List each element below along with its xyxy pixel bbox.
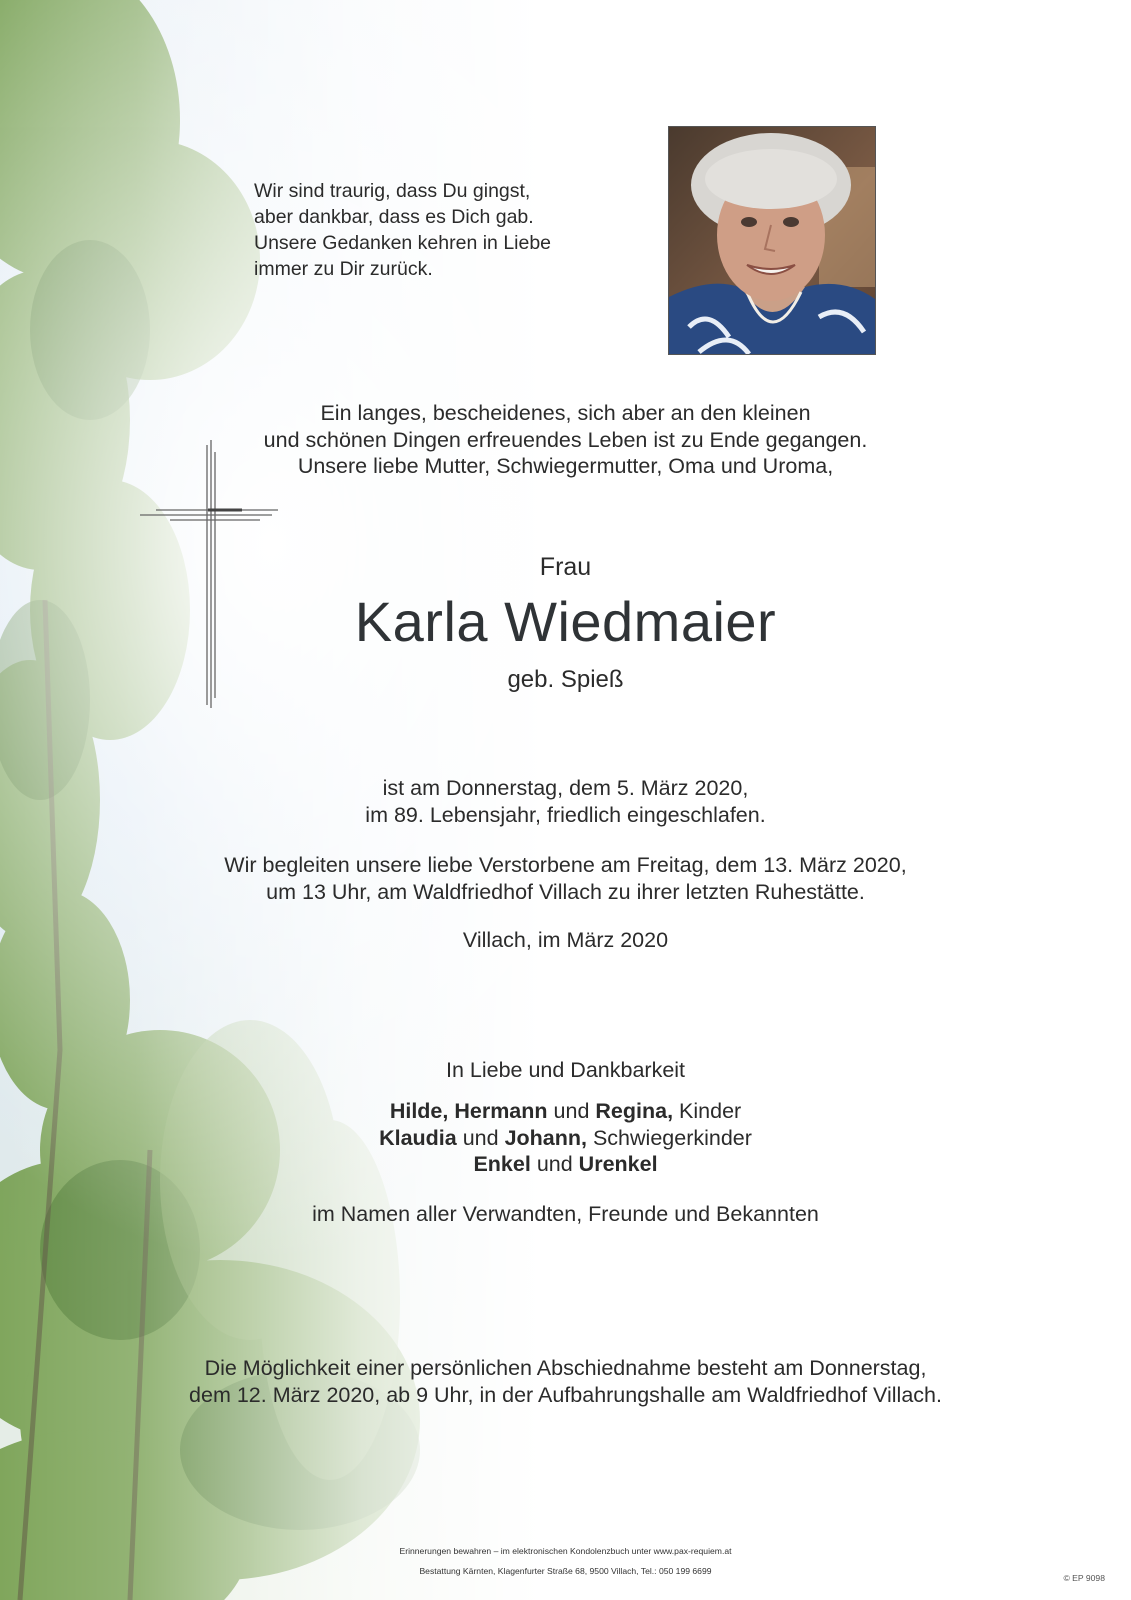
family-line-in-laws bbox=[0, 1125, 1131, 1152]
poem bbox=[254, 178, 614, 282]
death-line: ist am Donnerstag, dem 5. März 2020, bbox=[382, 776, 749, 800]
poem-line: aber dankbar, dass es Dich gab. bbox=[254, 206, 534, 228]
funeral-line: Wir begleiten unsere liebe Verstorbene am Freitag, dem 13. März 2020, bbox=[224, 853, 907, 877]
family-name: Enkel bbox=[473, 1152, 531, 1176]
closing-phrase: In Liebe und Dankbarkeit bbox=[445, 1058, 686, 1082]
death-line: im 89. Lebensjahr, friedlich eingeschlafen. bbox=[365, 802, 766, 827]
family-name: Regina, bbox=[595, 1099, 674, 1123]
birth-name: geb. Spieß bbox=[507, 666, 624, 693]
poem-line: Unsere Gedanken kehren in Liebe bbox=[254, 232, 552, 254]
poem-line: immer zu Dir zurück. bbox=[254, 258, 433, 280]
deceased-name: Karla Wiedmaier bbox=[354, 590, 777, 653]
viewing-line: Die Möglichkeit einer persönlichen Abschiednahme besteht am Donnerstag, bbox=[204, 1356, 927, 1380]
death-notice bbox=[0, 775, 1131, 828]
intro-line: und schönen Dingen erfreuendes Leben ist zu Ende gegangen. bbox=[263, 427, 868, 452]
family-name: Johann, bbox=[504, 1125, 587, 1150]
intro-line: Unsere liebe Mutter, Schwiegermutter, Oma und Uroma, bbox=[297, 454, 834, 478]
place-date: Villach, im März 2020 bbox=[462, 928, 669, 952]
family-name: Hilde, bbox=[389, 1099, 449, 1123]
salutation: Frau bbox=[539, 553, 592, 581]
funeral-notice bbox=[0, 852, 1131, 906]
family-line-children bbox=[0, 1098, 1131, 1125]
intro-line: Ein langes, bescheidenes, sich aber an den kleinen bbox=[320, 401, 811, 425]
family-role: Schwiegerkinder bbox=[592, 1125, 752, 1150]
poem-line: Wir sind traurig, dass Du gingst, bbox=[254, 180, 531, 202]
funeral-line: um 13 Uhr, am Waldfriedhof Villach zu ihrer letzten Ruhestätte. bbox=[266, 880, 865, 904]
viewing-notice bbox=[0, 1355, 1131, 1408]
family-list bbox=[0, 1098, 1131, 1178]
portrait-photo bbox=[668, 126, 876, 355]
conjunction: und bbox=[553, 1099, 590, 1123]
viewing-line: dem 12. März 2020, ab 9 Uhr, in der Aufbahrungshalle am Waldfriedhof Villach. bbox=[189, 1382, 942, 1407]
document-code: © EP 9098 bbox=[1063, 1573, 1105, 1583]
family-name: Klaudia bbox=[379, 1125, 457, 1150]
family-name: Hermann bbox=[454, 1099, 548, 1123]
relatives-line: im Namen aller Verwandten, Freunde und Bekannten bbox=[312, 1202, 819, 1226]
conjunction: und bbox=[536, 1152, 573, 1176]
conjunction: und bbox=[462, 1125, 499, 1150]
family-name: Urenkel bbox=[578, 1152, 658, 1176]
footer-line: Erinnerungen bewahren – im elektronischen Kondolenzbuch unter www.pax-requiem.at bbox=[399, 1546, 732, 1556]
footer bbox=[0, 1541, 1131, 1581]
family-role: Kinder bbox=[679, 1099, 742, 1123]
family-line-grandchildren bbox=[0, 1151, 1131, 1178]
footer-line: Bestattung Kärnten, Klagenfurter Straße 68, 9500 Villach, Tel.: 050 199 6699 bbox=[419, 1566, 712, 1576]
